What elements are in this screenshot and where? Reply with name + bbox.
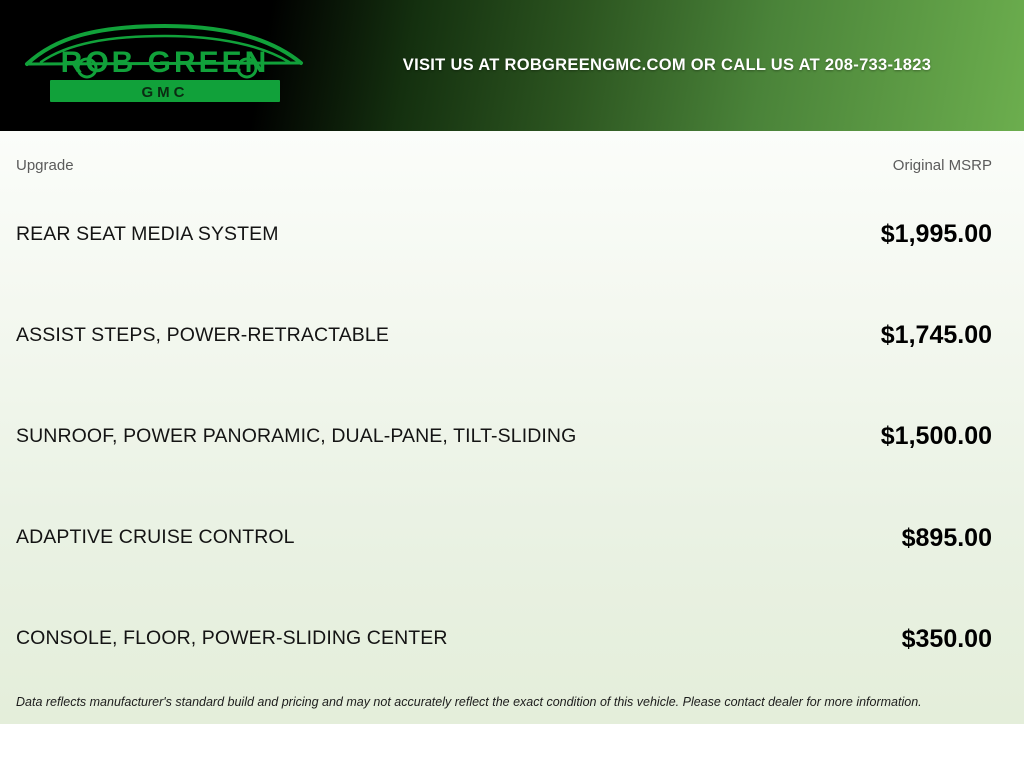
column-header-upgrade: Upgrade [16, 157, 74, 174]
table-row [0, 487, 1024, 588]
dealer-logo [0, 0, 330, 131]
disclaimer-text: Data reflects manufacturer's standard build and pricing and may not accurately reflect the exact condition of this vehicle. Please contact dealer for more information. [16, 694, 922, 709]
upgrade-name: SUNROOF, POWER PANORAMIC, DUAL-PANE, TILT-SLIDING [16, 425, 577, 447]
upgrades-table [0, 131, 1024, 724]
column-header-msrp: Original MSRP [892, 157, 992, 174]
upgrade-price: $1,995.00 [880, 220, 992, 249]
upgrade-price: $1,500.00 [880, 422, 992, 451]
car-silhouette-icon [15, 16, 315, 116]
upgrade-name: ASSIST STEPS, POWER-RETRACTABLE [16, 323, 389, 346]
footer-spacer [0, 724, 1024, 768]
dealer-header [0, 0, 1024, 131]
table-row [0, 386, 1024, 487]
dealer-contact-tagline: VISIT US AT ROBGREENGMC.COM OR CALL US AT 208-733-1823 [402, 56, 932, 74]
upgrade-price: $1,745.00 [880, 321, 992, 350]
upgrade-price: $350.00 [901, 624, 992, 653]
logo-gmc-text: GMC [141, 83, 189, 101]
logo-brand-text: ROB GREEN [60, 45, 270, 79]
table-row [0, 589, 1024, 690]
upgrade-name: REAR SEAT MEDIA SYSTEM [16, 222, 279, 245]
table-row [0, 184, 1024, 285]
upgrade-rows [0, 184, 1024, 690]
upgrade-name: ADAPTIVE CRUISE CONTROL [16, 526, 295, 549]
table-row [0, 285, 1024, 386]
upgrade-price: $895.00 [901, 523, 992, 552]
table-header-row [0, 131, 1024, 184]
upgrade-name: CONSOLE, FLOOR, POWER-SLIDING CENTER [16, 627, 448, 650]
